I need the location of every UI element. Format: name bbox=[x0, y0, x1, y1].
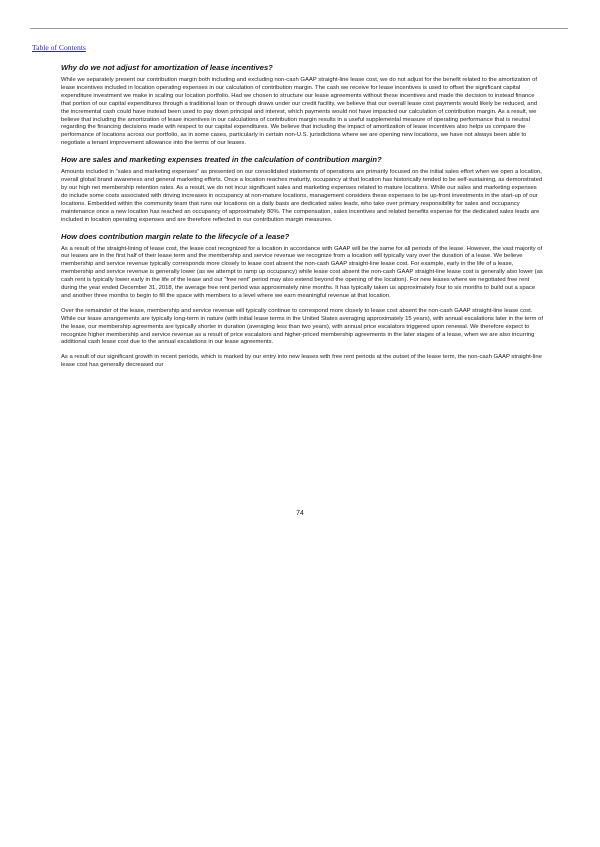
main-content bbox=[61, 63, 543, 377]
section-sales-marketing bbox=[61, 155, 543, 224]
section-heading: How are sales and marketing expenses treated in the calculation of contribution margin? bbox=[61, 155, 382, 165]
section-heading: How does contribution margin relate to the lifecycle of a lease? bbox=[61, 231, 290, 241]
paragraph: Amounts included in “sales and marketing expenses” as presented on our consolidated statements of operations are primarily focused on the initial sales effort when we open a location, overall global brand awareness and general marketing efforts. Once a location reaches maturity, occupancy at that location has historically tended to be self-sustaining, as demonstrated by our high net membership retention rates. As a result, we do not incur significant sales and marketing expenses related to mature locations. While our sales and marketing expenses do include some costs associated with driving increases in occupancy at non-mature locations, management considers these expenses to be up-front investments in the start-up of our locations. Embedded within the community team that runs our locations on a daily basis are dedicated sales leads, who take over primary responsibility for sales and occupancy maintenance once a new location has reached an occupancy of approximately 80%. The compensation, sales incentives and related benefits expense for the dedicated sales leads are included in location operating expenses and are therefore reflected in our contribution margin measures. bbox=[61, 169, 543, 223]
paragraph: While we separately present our contribution margin both including and excluding non-cash GAAP straight-line lease cost, we do not adjust for the benefit related to the amortization of lease incentives included in location operating expenses in our calculation of contribution margin. The cash we receive for lease incentives is used to offset the significant capital expenditure investment we make in scaling our location portfolio. Had we chosen to structure our lease agreements without these incentives and made the decision to instead finance that portion of our capital expenditures through a traditional loan or through draws under our credit facility, we believe that our overall lease cost payments would likely be reduced, and the incremental cash could have instead been used to pay down principal and interest, which payments would not have impacted our calculation of contribution margin. As a result, we believe that including the amortization of lease incentives in our calculations of contribution margin results in a useful supplemental measure of operating performance that is neutral regarding the financing decisions made with respect to our capital expenditures. We believe that including the impact of amortization of lease incentives also helps us compare the performance of locations across our portfolio, as in some cases, particularly in certain non-U.S. jurisdictions where we are opening new locations, we have not always been able to negotiate a tenant improvement allowance into the terms of our leases. bbox=[61, 77, 537, 147]
section-heading: Why do we not adjust for amortization of lease incentives? bbox=[61, 63, 273, 72]
paragraph: Over the remainder of the lease, membership and service revenue will typically continue to correspond more closely to lease cost absent the non-cash GAAP straight-line lease cost. While our lease arrangements are typically long-term in nature (with initial lease terms in the United States averaging approximately 15 years), with annual escalations later in the term of the lease, our membership agreements are typically shorter in duration (averaging less than two years), with annual price escalators triggered upon renewal. We therefore expect to recognize higher membership and service revenue as a result of price escalators and higher-priced membership agreements in the later stages of a lease, when we are also incurring additional cash lease cost due to the annual escalations in our lease agreements. bbox=[61, 307, 543, 346]
section-lease-incentives bbox=[61, 63, 543, 148]
header-divider bbox=[30, 28, 568, 29]
section-lease-lifecycle bbox=[61, 232, 543, 371]
paragraph: As a result of the straight-lining of lease cost, the lease cost recognized for a location in accordance with GAAP will be the same for all periods of the lease. However, the vast majority of our leases are in the first half of their lease term and the membership and service revenue we recognize from a location will typically vary over the duration of a lease. We believe membership and service revenue typically corresponds more closely to lease cost absent the non-cash GAAP straight-line lease cost. For example, early in the life of a lease, membership and service revenue is generally lower (as we attempt to ramp up occupancy) while lease cost absent the non-cash GAAP straight-line lease cost is generally also lower (as cash rent is typically lower early in the life of the lease and our “free rent” period may also extend beyond the opening of the location). For new leases where we negotiated free rent during the year ended December 31, 2018, the average free rent period was approximately nine months. It has typically taken us approximately four to six months to build out a space and another three months to begin to fill the space with members to a level where we earn meaningful revenue at that location. bbox=[61, 245, 543, 299]
page-number: 74 bbox=[296, 510, 304, 517]
paragraph: As a result of our significant growth in recent periods, which is marked by our entry into new leases with free rent periods at the outset of the lease term, the non-cash GAAP straight-line lease cost has generally decreased our bbox=[61, 354, 542, 369]
table-of-contents-link[interactable]: Table of Contents bbox=[32, 43, 86, 52]
